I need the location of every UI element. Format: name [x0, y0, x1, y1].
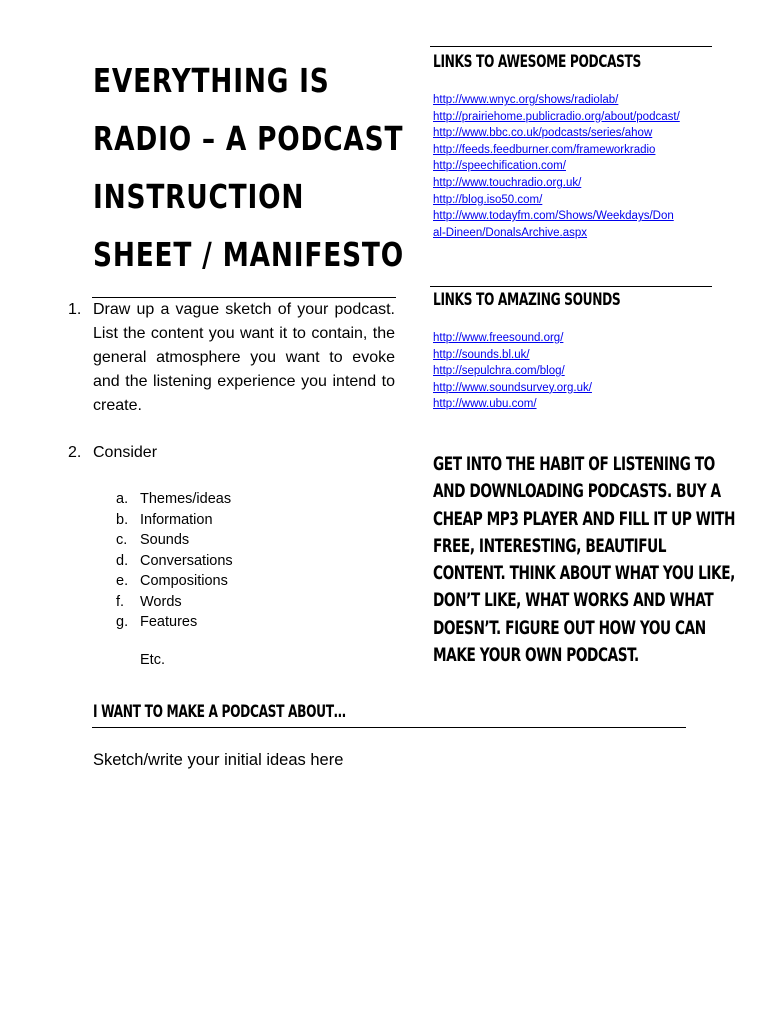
advice-line: AND DOWNLOADING PODCASTS. BUY A	[433, 480, 721, 503]
advice-line: CONTENT. THINK ABOUT WHAT YOU LIKE,	[433, 562, 735, 585]
step-1	[68, 298, 398, 418]
podcast-links-list	[433, 92, 680, 241]
list-item	[116, 571, 233, 592]
list-item	[116, 612, 233, 633]
ideas-prompt: Sketch/write your initial ideas here	[93, 751, 344, 769]
list-item	[116, 592, 233, 613]
podcast-links-rule	[430, 46, 712, 47]
title-line-2: RADIO – A PODCAST	[93, 119, 404, 158]
podcast-about-heading: I WANT TO MAKE A PODCAST ABOUT…	[93, 702, 346, 722]
podcast-link[interactable]: http://prairiehome.publicradio.org/about/podcast/	[433, 110, 680, 123]
sound-link[interactable]: http://sepulchra.com/blog/	[433, 365, 565, 378]
sound-links-rule	[430, 286, 712, 287]
advice-line: FREE, INTERESTING, BEAUTIFUL	[433, 534, 667, 557]
step-number: 2.	[68, 444, 82, 461]
step-2	[68, 441, 398, 465]
item-letter: c.	[116, 532, 128, 548]
item-letter: e.	[116, 573, 129, 589]
item-letter: b.	[116, 511, 129, 528]
podcast-link[interactable]: http://www.todayfm.com/Shows/Weekdays/Don	[433, 210, 674, 223]
title-line-3: INSTRUCTION	[93, 177, 305, 216]
step-text: Consider	[93, 444, 158, 461]
advice-line: GET INTO THE HABIT OF LISTENING TO	[433, 453, 715, 475]
podcast-links-heading: LINKS TO AWESOME PODCASTS	[433, 52, 641, 72]
item-label: Themes/ideas	[140, 491, 232, 507]
instruction-steps	[68, 298, 398, 465]
podcast-link[interactable]: http://www.bbc.co.uk/podcasts/series/ahow	[433, 127, 653, 140]
advice-line: DON’T LIKE, WHAT WORKS AND WHAT	[433, 589, 714, 612]
item-letter: d.	[116, 552, 129, 569]
item-letter: f.	[116, 593, 125, 610]
sound-link[interactable]: http://www.freesound.org/	[433, 332, 564, 344]
list-item	[116, 510, 233, 531]
item-label: Information	[140, 511, 213, 528]
list-item	[116, 530, 233, 551]
item-label: Compositions	[140, 573, 228, 589]
sound-link[interactable]: http://sounds.bl.uk/	[433, 348, 530, 361]
podcast-about-rule	[92, 727, 686, 728]
advice-line: MAKE YOUR OWN PODCAST.	[433, 644, 639, 667]
item-label: Conversations	[140, 552, 233, 569]
item-label: Sounds	[140, 532, 190, 548]
podcast-link[interactable]: http://www.touchradio.org.uk/	[433, 176, 582, 189]
podcast-link[interactable]: http://www.wnyc.org/shows/radiolab/	[433, 94, 619, 106]
step-number: 1.	[68, 301, 82, 318]
advice-block	[433, 451, 735, 669]
advice-line: DOESN’T. FIGURE OUT HOW YOU CAN	[433, 616, 706, 639]
sound-link[interactable]: http://www.ubu.com/	[433, 398, 537, 411]
sound-link[interactable]: http://www.soundsurvey.org.uk/	[433, 381, 592, 394]
advice-line: CHEAP MP3 PLAYER AND FILL IT UP WITH	[433, 507, 735, 530]
sound-links-heading: LINKS TO AMAZING SOUNDS	[433, 290, 621, 310]
podcast-link[interactable]: http://blog.iso50.com/	[433, 193, 543, 206]
item-label: Words	[140, 593, 182, 610]
considerations-list	[116, 489, 233, 633]
list-item	[116, 489, 233, 510]
list-item	[116, 551, 233, 572]
podcast-link[interactable]: http://speechification.com/	[433, 160, 566, 173]
item-letter: g.	[116, 614, 129, 630]
title-line-4: SHEET / MANIFESTO	[93, 235, 404, 274]
podcast-link[interactable]: http://feeds.feedburner.com/frameworkradio	[433, 143, 656, 156]
etc-text: Etc.	[140, 652, 165, 668]
sound-links-list	[433, 330, 592, 413]
item-letter: a.	[116, 491, 129, 507]
title-line-1: EVERYTHING IS	[93, 61, 330, 100]
step-text: Draw up a vague sketch of your podcast. List the content you want it to contain, the general atmosphere you want to evoke and the listening experience you intend to create.	[93, 301, 395, 414]
podcast-link-continued[interactable]: al-Dineen/DonalsArchive.aspx	[433, 226, 588, 239]
item-label: Features	[140, 614, 198, 630]
page-title	[93, 52, 413, 284]
